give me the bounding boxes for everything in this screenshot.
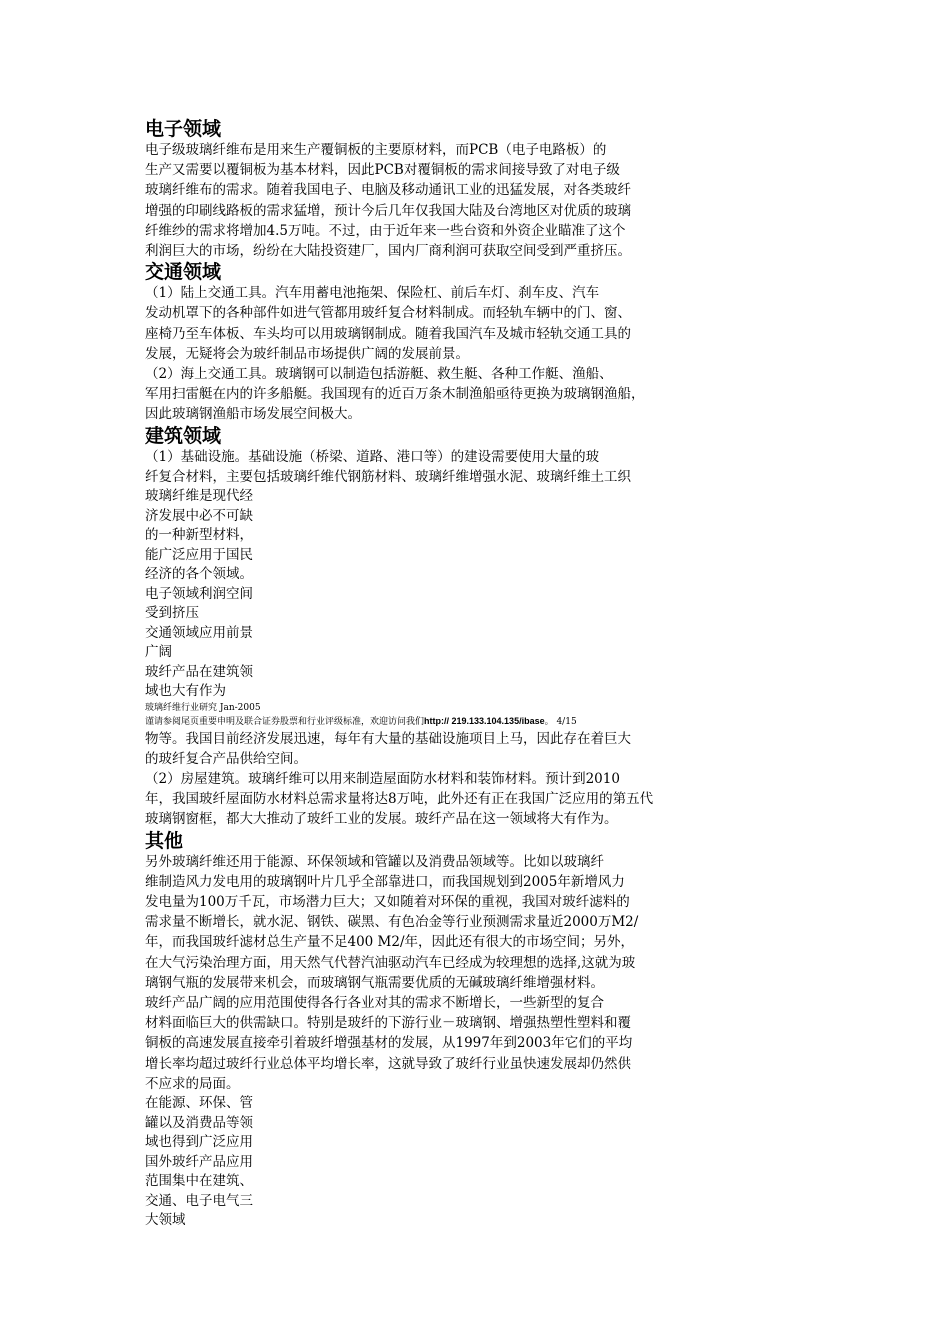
paragraph-line: 军用扫雷艇在内的许多船艇。我国现有的近百万条木制渔船亟待更换为玻璃钢渔船， bbox=[145, 386, 645, 403]
paragraph-line: 增强的印刷线路板的需求猛增，预计今后几年仅我国大陆及台湾地区对优质的玻璃 bbox=[145, 202, 631, 219]
paragraph-line: 生产又需要以覆铜板为基本材料，因此PCB对覆铜板的需求间接导致了对电子级 bbox=[145, 162, 620, 179]
paragraph-line: 的玻纤复合产品供给空间。 bbox=[145, 750, 307, 767]
paragraph-line: 铜板的高速发展直接牵引着玻纤增强基材的发展，从1997年到2003年它们的平均 bbox=[145, 1035, 633, 1052]
section-heading-electronics: 电子领域 bbox=[145, 118, 222, 140]
paragraph-line: 座椅乃至车体板、车头均可以用玻璃钢制成。随着我国汽车及城市轻轨交通工具的 bbox=[145, 325, 631, 342]
sidebar-line: 大领域 bbox=[145, 1212, 186, 1228]
paragraph-line: 纤复合材料，主要包括玻璃纤维代钢筋材料、玻璃纤维增强水泥、玻璃纤维土工织 bbox=[145, 468, 631, 485]
paragraph-line: 璃钢气瓶的发展带来机会，而玻璃钢气瓶需要优质的无碱玻璃纤维增强材料。 bbox=[145, 974, 604, 991]
paragraph-line: （2）房屋建筑。玻璃纤维可以用来制造屋面防水材料和装饰材料。预计到2010 bbox=[145, 770, 620, 787]
footer-page-number: 。 4/15 bbox=[544, 716, 577, 727]
sidebar-line: 广阔 bbox=[145, 644, 172, 661]
paragraph-line: 利润巨大的市场，纷纷在大陆投资建厂，国内厂商利润可获取空间受到严重挤压。 bbox=[145, 243, 631, 260]
footer-disclaimer-text: 谨请参阅尾页重要申明及联合证券股票和行业评级标准，欢迎访问我们 bbox=[145, 716, 425, 727]
sidebar-line: 罐以及消费品等领 bbox=[145, 1114, 253, 1131]
page-footer bbox=[145, 702, 785, 729]
footer-disclaimer bbox=[145, 715, 785, 729]
sidebar-line: 玻纤产品在建筑领 bbox=[145, 663, 253, 680]
paragraph-line: 玻璃纤维布的需求。随着我国电子、电脑及移动通讯工业的迅猛发展，对各类玻纤 bbox=[145, 182, 631, 199]
document-body bbox=[145, 118, 785, 1231]
sidebar-line: 济发展中必不可缺 bbox=[145, 507, 253, 524]
paragraph-line: 电子级玻璃纤维布是用来生产覆铜板的主要原材料，而PCB（电子电路板）的 bbox=[145, 142, 607, 158]
sidebar-summary bbox=[145, 1094, 785, 1231]
sidebar-line: 经济的各个领域。 bbox=[145, 566, 253, 583]
paragraph-line: 在大气污染治理方面，用天然气代替汽油驱动汽车已经成为较理想的选择,这就为玻 bbox=[145, 954, 636, 971]
paragraph-line: 发动机罩下的各种部件如进气管都用玻纤复合材料制成。而轻轨车辆中的门、窗、 bbox=[145, 305, 631, 322]
sidebar-line: 的一种新型材料， bbox=[145, 527, 253, 544]
paragraph-line: 年，我国玻纤屋面防水材料总需求量将达8万吨，此外还有正在我国广泛应用的第五代 bbox=[145, 791, 654, 808]
section-heading-construction: 建筑领域 bbox=[145, 424, 222, 447]
sidebar-line: 受到挤压 bbox=[145, 605, 199, 622]
sidebar-line: 交通、电子电气三 bbox=[145, 1192, 253, 1209]
paragraph-line: 增长率均超过玻纤行业总体平均增长率，这就导致了玻纤行业虽快速发展却仍然供 bbox=[145, 1055, 631, 1072]
paragraph-line: 维制造风力发电用的玻璃钢叶片几乎全部靠进口，而我国规划到2005年新增风力 bbox=[145, 873, 625, 890]
paragraph-line: （1）陆上交通工具。汽车用蓄电池拖架、保险杠、前后车灯、刹车皮、汽车 bbox=[145, 285, 600, 302]
sidebar-line: 域也大有作为 bbox=[145, 683, 226, 700]
paragraph-line: 纤维纱的需求将增加4.5万吨。不过，由于近年来一些台资和外资企业瞄准了这个 bbox=[145, 222, 626, 239]
sidebar-summary bbox=[145, 487, 785, 702]
paragraph-line: 物等。我国目前经济发展迅速，每年有大量的基础设施项目上马，因此存在着巨大 bbox=[145, 730, 631, 747]
paragraph-line: 因此玻璃钢渔船市场发展空间极大。 bbox=[145, 406, 361, 423]
paragraph-line: 不应求的局面。 bbox=[145, 1075, 240, 1092]
paragraph-line: （2）海上交通工具。玻璃钢可以制造包括游艇、救生艇、各种工作艇、渔船、 bbox=[145, 366, 613, 383]
paragraph-line: 材料面临巨大的供需缺口。特别是玻纤的下游行业－玻璃钢、增强热塑性塑料和覆 bbox=[145, 1015, 631, 1032]
sidebar-line: 国外玻纤产品应用 bbox=[145, 1153, 253, 1170]
section-heading-other: 其他 bbox=[145, 829, 184, 852]
paragraph-line: 发展，无疑将会为玻纤制品市场提供广阔的发展前景。 bbox=[145, 345, 469, 362]
paragraph-line: 玻璃钢窗框，都大大推动了玻纤工业的发展。玻纤产品在这一领域将大有作为。 bbox=[145, 811, 618, 828]
sidebar-line: 电子领域利润空间 bbox=[145, 585, 253, 602]
footer-report-title: 玻璃纤维行业研究 Jan-2005 bbox=[145, 702, 261, 713]
sidebar-line: 交通领域应用前景 bbox=[145, 624, 253, 641]
sidebar-line: 域也得到广泛应用 bbox=[145, 1134, 253, 1150]
sidebar-line: 范围集中在建筑、 bbox=[145, 1173, 253, 1189]
sidebar-line: 玻璃纤维是现代经 bbox=[145, 488, 253, 505]
sidebar-line: 在能源、环保、管 bbox=[145, 1095, 253, 1111]
paragraph-line: 另外玻璃纤维还用于能源、环保领域和管罐以及消费品领域等。比如以玻璃纤 bbox=[145, 853, 604, 870]
paragraph-line: （1）基础设施。基础设施（桥梁、道路、港口等）的建设需要使用大量的玻 bbox=[145, 448, 600, 465]
section-heading-transport: 交通领域 bbox=[145, 261, 222, 284]
paragraph-line: 玻纤产品广阔的应用范围使得各行各业对其的需求不断增长，一些新型的复合 bbox=[145, 994, 604, 1011]
footer-url-link[interactable]: http:// 219.133.104.135/ibase bbox=[424, 715, 545, 726]
paragraph-line: 年，而我国玻纤滤材总生产量不足400 M2/年，因此还有很大的市场空间；另外， bbox=[145, 934, 635, 951]
paragraph-line: 发电量为100万千瓦，市场潜力巨大；又如随着对环保的重视，我国对玻纤滤料的 bbox=[145, 893, 630, 910]
paragraph-line: 需求量不断增长，就水泥、钢铁、碳黑、有色冶金等行业预测需求量近2000万M2/ bbox=[145, 914, 639, 931]
sidebar-line: 能广泛应用于国民 bbox=[145, 546, 253, 563]
